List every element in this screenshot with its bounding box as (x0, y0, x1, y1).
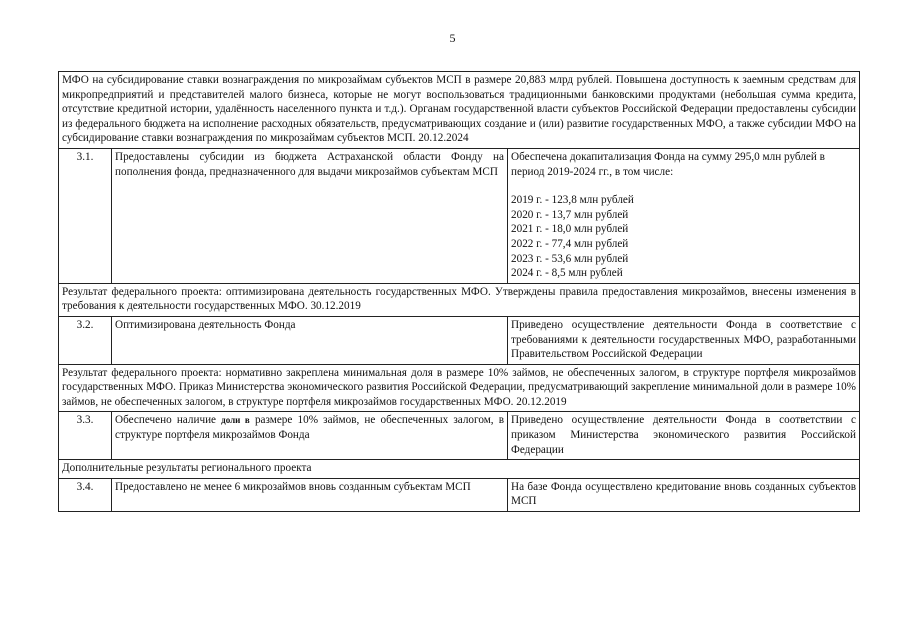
row-number: 3.3. (59, 412, 112, 460)
intro-cell: МФО на субсидирование ставки вознаграждения по микрозаймам субъектов МСП в размере 20,883 млрд рублей. Повышена доступность к заемным средствам для микропредприятий и представителей малого бизнеса, которые не могут воспользоваться традиционными банковскими продуктами (небольшая сумма кредита, отсутствие кредитной истории, удалённость населенного пункта и т.д.). Органам государственной власти субъектов Российской Федерации предоставлены субсидии из федерального бюджета на исполнение расходных обязательств, предусматривающих создание и (или) развитие государственных МФО, а также субсидии МФО на субсидирование ставки вознаграждения по микрозаймам субъектов МСП. 20.12.2024 (59, 72, 860, 149)
row-number: 3.1. (59, 148, 112, 283)
federal-result-cell: Результат федерального проекта: оптимизирована деятельность государственных МФО. Утверждены правила предоставления микрозаймов, внесены изменения в требования к деятельности государственных МФО. 30.12.2019 (59, 283, 860, 316)
year-line: 2021 г. - 18,0 млн рублей (511, 223, 629, 236)
measure-result: Приведено осуществление деятельности Фонда в соответствии с приказом Министерства экономического развития Российской Федерации (508, 412, 860, 460)
table-row (59, 72, 860, 149)
result-intro: Обеспечена докапитализация Фонда на сумму 295,0 млн рублей в период 2019-2024 гг., в том числе: (511, 150, 825, 178)
measure-result: На базе Фонда осуществлено кредитование вновь созданных субъектов МСП (508, 478, 860, 511)
desc-text: Обеспечено наличие (115, 414, 222, 427)
year-line: 2023 г. - 53,6 млн рублей (511, 252, 629, 265)
measure-result (508, 148, 860, 283)
table-row (59, 364, 860, 412)
measure-description: Оптимизирована деятельность Фонда (112, 316, 508, 364)
table-row (59, 478, 860, 511)
table-row (59, 283, 860, 316)
federal-result-cell: Результат федерального проекта: нормативно закреплена минимальная доля в размере 10% займов, не обеспеченных залогом, в структуре портфеля микрозаймов государственных МФО. Приказ Министерства экономического развития Российской Федерации, предусматривающий закрепление минимальной доли в размере 10% займов, не обеспеченных залогом, в структуре портфеля микрозаймов государственных МФО. 20.12.2019 (59, 364, 860, 412)
measure-result: Приведено осуществление деятельности Фонда в соответствие с требованиями к деятельности государственных МФО, разработанными Правительством Российской Федерации (508, 316, 860, 364)
measure-description: Предоставлено не менее 6 микрозаймов вновь созданным субъектам МСП (112, 478, 508, 511)
row-number: 3.2. (59, 316, 112, 364)
year-line: 2020 г. - 13,7 млн рублей (511, 208, 629, 221)
table-row (59, 460, 860, 479)
measure-description (112, 412, 508, 460)
measure-description: Предоставлены субсидии из бюджета Астраханской области Фонду на пополнения фонда, предназначенного для выдачи микрозаймов субъектам МСП (112, 148, 508, 283)
desc-text: размере 10% займов, не обеспеченных залогом, в структуре портфеля микрозаймов Фонда (115, 414, 504, 442)
desc-bold-text: доли в (221, 415, 250, 426)
year-line: 2019 г. - 123,8 млн рублей (511, 194, 634, 207)
row-number: 3.4. (59, 478, 112, 511)
regional-header-cell: Дополнительные результаты регионального проекта (59, 460, 860, 479)
table-row (59, 412, 860, 460)
year-line: 2024 г. - 8,5 млн рублей (511, 267, 623, 280)
table-row (59, 148, 860, 283)
year-line: 2022 г. - 77,4 млн рублей (511, 237, 629, 250)
results-table (58, 71, 860, 512)
table-row (59, 316, 860, 364)
page-number: 5 (449, 31, 456, 45)
